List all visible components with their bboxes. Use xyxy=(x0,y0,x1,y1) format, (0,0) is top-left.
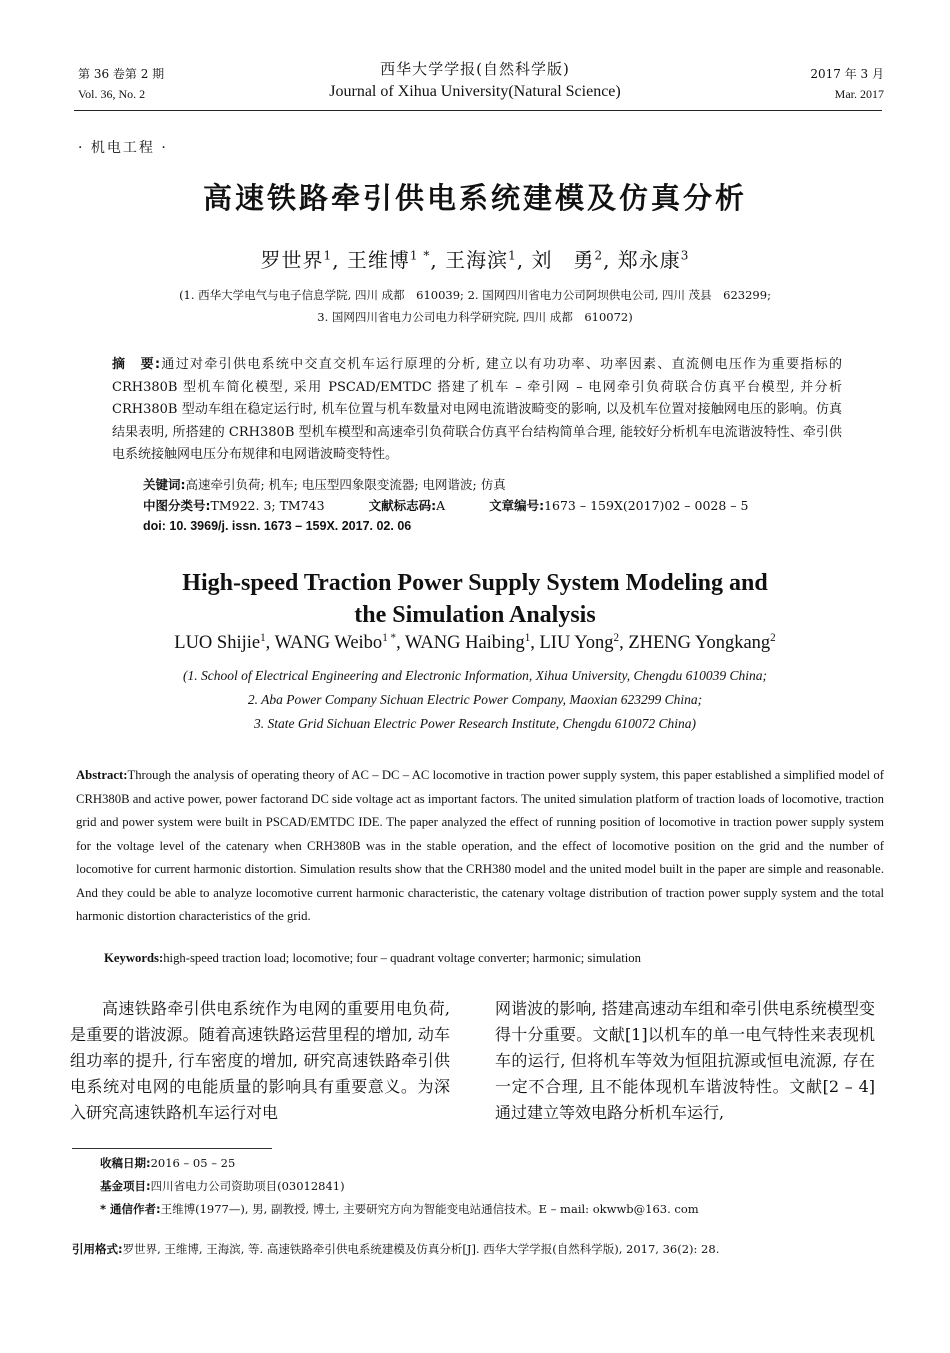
author-name: 王海滨 xyxy=(445,248,509,272)
header-divider xyxy=(74,110,882,111)
article-number-value: 1673 – 159X(2017)02 – 0028 – 5 xyxy=(544,498,749,513)
fund-project xyxy=(100,1175,699,1198)
title-en-line: the Simulation Analysis xyxy=(354,602,596,628)
footnote-divider xyxy=(72,1148,272,1149)
author-affiliation-mark: 1 * xyxy=(409,248,431,263)
author-affiliation-mark: 1 xyxy=(508,248,517,263)
date-en: Mar. 2017 xyxy=(834,87,884,101)
citation-text: 罗世界, 王维博, 王海滨, 等. 高速铁路牵引供电系统建模及仿真分析[J]. 西华大学学报(自然科学版), 2017, 36(2): 28. xyxy=(122,1242,720,1256)
author-affiliation-mark: 1 xyxy=(260,632,266,644)
article-metadata-cn xyxy=(143,474,748,537)
author-affiliation-mark: 3 xyxy=(680,248,690,263)
author-affiliation-mark: 1 xyxy=(323,248,333,263)
author-name: 罗世界 xyxy=(260,248,324,272)
paper-title-en xyxy=(0,567,950,631)
classification-row xyxy=(143,495,748,516)
volume-en: Vol. 36, No. 2 xyxy=(78,87,146,101)
running-header-date xyxy=(810,64,884,104)
abstract-text-en: Through the analysis of operating theory of AC – DC – AC locomotive in traction power supply system, this paper established a simplified model of CRH380B and active power, power factorand DC side voltage act as important factors. The united simulation platform of traction loads of locomotive, traction grid and power system were built in PSCAD/EMTDC IDE. The paper analyzed the effect of running position of locomotive in traction power supply system for the voltage level of the catenary when CRH380B was in the stable operation, and the effect of locomotive position on the grid and the number of locomotive for current harmonic distortion. Simulation results show that the CRH380 model and the united model built in the paper are simple and reasonable. And they could be able to analyze locomotive current harmonic characteristic, the catenary voltage distribution of traction power supply system and the total harmonic distortion characteristics of the grid. xyxy=(76,768,884,923)
author-name: 刘 勇 xyxy=(531,248,595,272)
citation-format xyxy=(72,1241,719,1257)
title-en-line: High-speed Traction Power Supply System Modeling and xyxy=(182,570,768,596)
author-name: WANG Haibing xyxy=(404,633,525,654)
abstract-en xyxy=(76,764,884,929)
author-affiliation-mark: 2 xyxy=(613,632,620,644)
affiliation-line: 3. State Grid Sichuan Electric Power Research Institute, Chengdu 610072 China) xyxy=(254,716,696,731)
keywords-cn xyxy=(143,474,748,495)
running-header-journal xyxy=(0,58,950,101)
article-number-label: 文章编号: xyxy=(489,498,545,513)
keywords-text-en: high-speed traction load; locomotive; four – quadrant voltage converter; harmonic; simulation xyxy=(163,951,641,965)
author-affiliation-mark: 2 xyxy=(594,248,604,263)
corresponding-author xyxy=(100,1198,699,1221)
author-name: LUO Shijie xyxy=(174,633,261,654)
clc-value: TM922. 3; TM743 xyxy=(210,498,325,513)
citation-label: 引用格式: xyxy=(72,1242,123,1256)
abstract-cn xyxy=(112,354,842,467)
keywords-label-en: Keywords: xyxy=(104,951,164,965)
volume-cn: 第 36 卷第 2 期 xyxy=(78,67,165,81)
author-name: ZHENG Yongkang xyxy=(628,633,771,654)
body-column-left: 高速铁路牵引供电系统作为电网的重要用电负荷, 是重要的谐波源。随着高速铁路运营里程的增加, 动车组功率的提升, 行车密度的增加, 研究高速铁路牵引供电系统对电网的电能质量的影响具有重要意义。为深入研究高速铁路机车运行对电 xyxy=(70,999,450,1122)
author-affiliation-mark: 1 * xyxy=(382,632,397,644)
affiliation-line: 2. Aba Power Company Sichuan Electric Power Company, Maoxian 623299 China; xyxy=(247,692,703,707)
author-name: 郑永康 xyxy=(617,248,681,272)
affiliations-cn xyxy=(0,284,950,328)
abstract-label-cn: 摘 要: xyxy=(112,357,161,372)
fund-label: 基金项目: xyxy=(100,1179,151,1193)
affiliation-line: 3. 国网四川省电力公司电力科学研究院, 四川 成都 610072) xyxy=(317,310,633,324)
author-list-en: LUO Shijie$^1$, WANG Weibo$^{1 *}$, WANG Haibing$^1$, LIU Yong$^2$, ZHENG Yongkang$^2$ xyxy=(174,632,776,654)
journal-name-cn: 西华大学学报(自然科学版) xyxy=(380,60,570,78)
received-value: 2016 – 05 – 25 xyxy=(150,1156,236,1170)
journal-name-en: Journal of Xihua University(Natural Science) xyxy=(329,83,621,100)
keywords-en xyxy=(104,951,641,966)
body-column-right: 网谐波的影响, 搭建高速动车组和牵引供电系统模型变得十分重要。文献[1]以机车的单一电气特性来表现机车的运行, 但将机车等效为恒阻抗源或恒电流源, 存在一定不合理, 且不能体现机车谐波特性。文献[2 – 4]通过建立等效电路分析机车运行, xyxy=(495,999,875,1122)
author-name: LIU Yong xyxy=(539,633,614,654)
section-tag: · 机电工程 · xyxy=(78,140,168,156)
doc-code-value: A xyxy=(436,498,446,513)
doi: doi: 10. 3969/j. issn. 1673 – 159X. 2017. 02. 06 xyxy=(143,519,412,533)
doc-code-label: 文献标志码: xyxy=(368,498,437,513)
keywords-text-cn: 高速牵引负荷; 机车; 电压型四象限变流器; 电网谐波; 仿真 xyxy=(185,477,506,492)
clc-label: 中图分类号: xyxy=(143,498,211,513)
abstract-text-cn: 通过对牵引供电系统中交直交机车运行原理的分析, 建立以有功功率、功率因素、直流侧电压作为重要指标的 CRH380B 型机车简化模型, 采用 PSCAD/EMTDC 搭建了机车 – 牵引网 – 电网牵引负荷联合仿真平台模型, 并分析 CRH380B 型动车组在稳定运行时, 机车位置与机车数量对电网电流谐波畸变的影响, 以及机车位置对接触网电压的影响。仿真结果表明, 所搭建的 CRH380B 型机车模型和高速牵引负荷联合仿真平台结构简单合理, 能较好分析机车电流谐波特性、牵引供电系统接触网电压分布规律和电网谐波畸变特性。 xyxy=(112,357,843,463)
abstract-label-en: Abstract: xyxy=(76,768,128,782)
affiliation-line: (1. 西华大学电气与电子信息学院, 四川 成都 610039; 2. 国网四川省电力公司阿坝供电公司, 四川 茂县 623299; xyxy=(179,288,771,302)
author-affiliation-mark: 2 xyxy=(770,632,776,644)
corresponding-label: * 通信作者: xyxy=(100,1202,161,1216)
affiliation-line: (1. School of Electrical Engineering and Electronic Information, Xihua University, Chengdu 610039 China; xyxy=(182,668,768,683)
affiliations-en xyxy=(0,664,950,736)
author-affiliation-mark: 1 xyxy=(524,632,531,644)
author-name: 王维博 xyxy=(346,248,410,272)
received-label: 收稿日期: xyxy=(100,1156,151,1170)
date-cn: 2017 年 3 月 xyxy=(810,67,884,81)
keywords-label-cn: 关键词: xyxy=(143,477,186,492)
footnotes xyxy=(100,1152,699,1221)
fund-value: 四川省电力公司资助项目(03012841) xyxy=(150,1179,345,1193)
author-list-cn: 罗世界$^1$, 王维博$^{1 *}$, 王海滨$^1$, 刘 勇$^2$, 郑永康$^3$ xyxy=(260,248,690,272)
author-name: WANG Weibo xyxy=(274,633,383,654)
corresponding-value: 王维博(1977—), 男, 副教授, 博士, 主要研究方向为智能变电站通信技术。E – mail: okwwb@163. com xyxy=(160,1202,699,1216)
received-date xyxy=(100,1152,699,1175)
paper-title-cn: 高速铁路牵引供电系统建模及仿真分析 xyxy=(202,181,747,215)
